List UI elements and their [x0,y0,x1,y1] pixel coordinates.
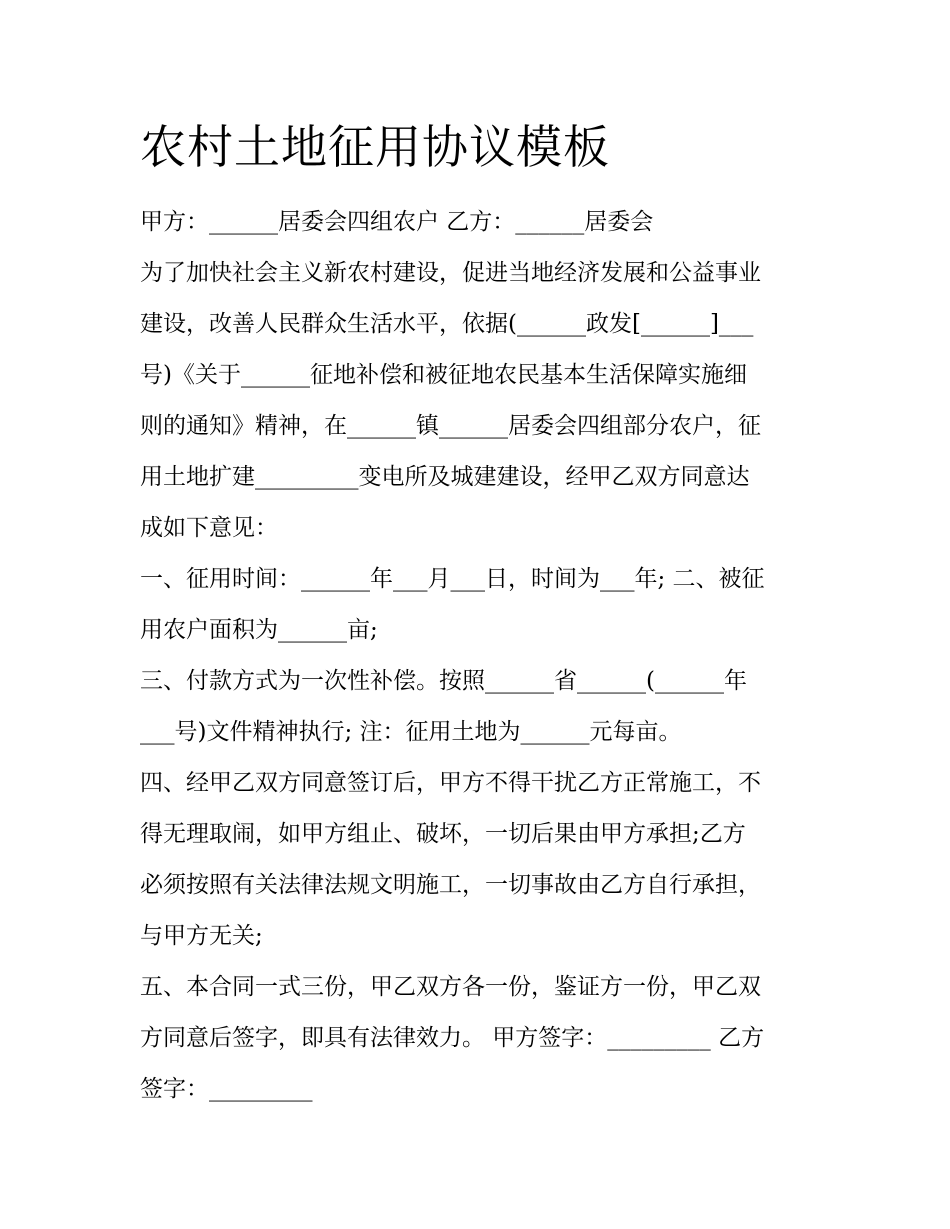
preamble-line: 用土地扩建_________变电所及城建建设，经甲乙双方同意达 [140,464,750,490]
clause-line: 一、征用时间：______年___月___日，时间为___年; 二、被征 [140,566,765,592]
clause-line: 五、本合同一式三份，甲乙双方各一份，鉴证方一份，甲乙双 [140,974,761,1000]
preamble-line: 为了加快社会主义新农村建设，促进当地经济发展和公益事业 [140,260,761,286]
signature-line: 方同意后签字，即具有法律效力。 甲方签字：_________ 乙方 [140,1025,765,1051]
preamble-line: 则的通知》精神，在______镇______居委会四组部分农户，征 [140,413,761,439]
party-line: 甲方：______居委会四组农户 乙方：______居委会 [140,209,654,235]
clause-line: 三、付款方式为一次性补偿。按照______省______(______年 [140,668,747,694]
clause-line: ___号)文件精神执行; 注：征用土地为______元每亩。 [140,719,682,745]
clause-line: 用农户面积为______亩; [140,617,378,643]
preamble-line: 建设，改善人民群众生活水平，依据(______政发[______]___ [140,311,754,337]
preamble-line: 成如下意见： [140,515,278,541]
signature-line: 签字：_________ [140,1076,313,1102]
clause-line: 与甲方无关; [140,923,263,949]
preamble-line: 号)《关于______征地补偿和被征地农民基本生活保障实施细 [140,362,747,388]
document-title: 农村土地征用协议模板 [140,120,610,174]
document-body [140,197,820,1115]
clause-line: 四、经甲乙双方同意签订后，甲方不得干扰乙方正常施工，不 [140,770,761,796]
clause-line: 必须按照有关法律法规文明施工，一切事故由乙方自行承担， [140,872,761,898]
clause-line: 得无理取闹，如甲方组止、破坏，一切后果由甲方承担;乙方 [140,821,746,847]
